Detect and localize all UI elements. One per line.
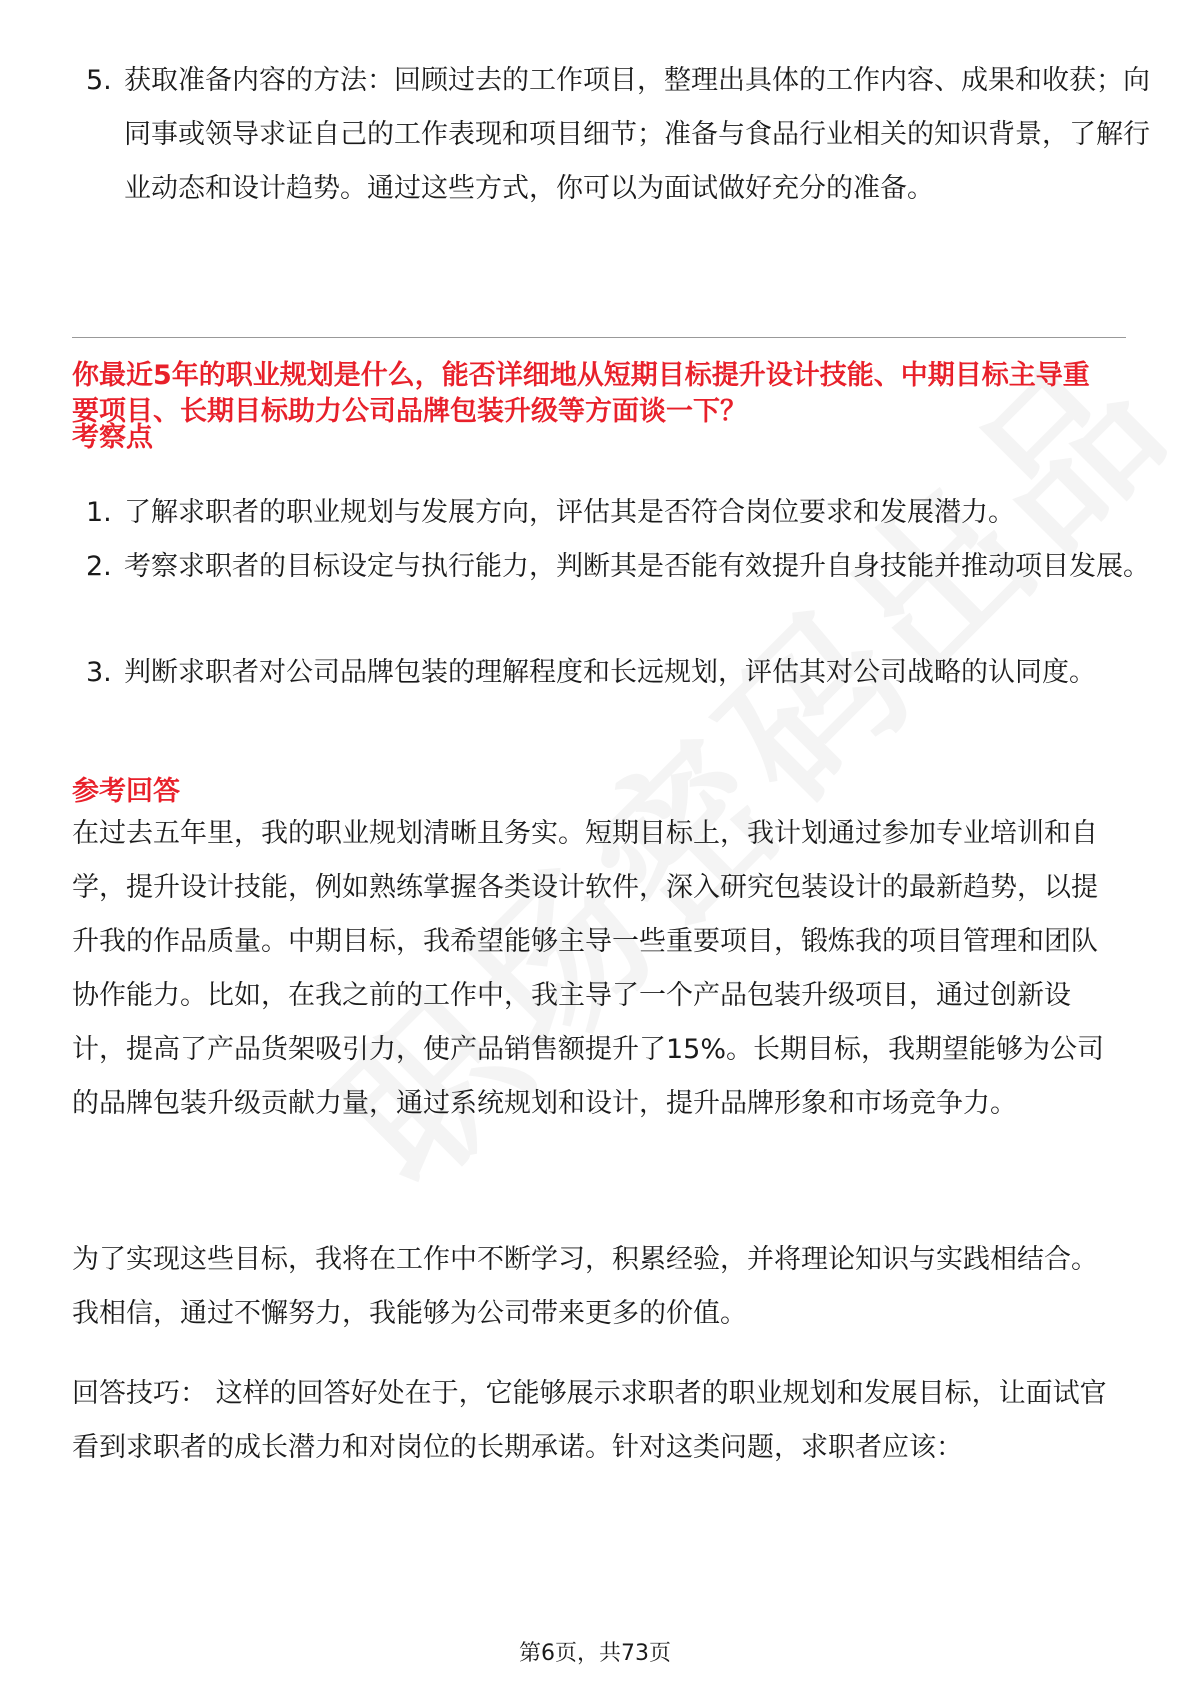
list-number: 2.: [86, 551, 112, 582]
divider: [72, 337, 1126, 338]
answer-paragraph: 为了实现这些目标，我将在工作中不断学习，积累经验，并将理论知识与实践相结合。我相信，通过不懈努力，我能够为公司带来更多的价值。: [72, 1244, 1098, 1329]
list-item: [72, 646, 1164, 700]
list-item: [72, 486, 1164, 540]
page-footer: 第6页，共73页: [519, 1641, 671, 1666]
list-item-text: 获取准备内容的方法：回顾过去的工作项目，整理出具体的工作内容、成果和收获；向同事或领导求证自己的工作表现和项目细节；准备与食品行业相关的知识背景，了解行业动态和设计趋势。通过这些方式，你可以为面试做好充分的准备。: [124, 65, 1150, 204]
list-number: 1.: [86, 497, 112, 528]
answer-tips-paragraph: 回答技巧： 这样的回答好处在于，它能够展示求职者的职业规划和发展目标，让面试官看到求职者的成长潜力和对岗位的长期承诺。针对这类问题，求职者应该：: [72, 1378, 1107, 1463]
list-item: [72, 54, 1164, 216]
section-title-answer: 参考回答: [72, 776, 180, 807]
answer-paragraph: 在过去五年里，我的职业规划清晰且务实。短期目标上，我计划通过参加专业培训和自学，提升设计技能，例如熟练掌握各类设计软件，深入研究包装设计的最新趋势，以提升我的作品质量。中期目标，我希望能够主导一些重要项目，锻炼我的项目管理和团队协作能力。比如，在我之前的工作中，我主导了一个产品包装升级项目，通过创新设计，提高了产品货架吸引力，使产品销售额提升了15%。长期目标，我期望能够为公司的品牌包装升级贡献力量，通过系统规划和设计，提升品牌形象和市场竞争力。: [72, 818, 1105, 1119]
list-item-text: 考察求职者的目标设定与执行能力，判断其是否能有效提升自身技能并推动项目发展。: [124, 551, 1150, 582]
list-item-text: 了解求职者的职业规划与发展方向，评估其是否符合岗位要求和发展潜力。: [124, 497, 1015, 528]
section-title-examine: 考察点: [72, 422, 153, 453]
list-number: 5.: [86, 65, 112, 96]
list-item-text: 判断求职者对公司品牌包装的理解程度和长远规划，评估其对公司战略的认同度。: [124, 657, 1096, 688]
list-item: [72, 540, 1164, 594]
question-heading: 你最近5年的职业规划是什么，能否详细地从短期目标提升设计技能、中期目标主导重要项目、长期目标助力公司品牌包装升级等方面谈一下？: [72, 360, 1090, 427]
list-number: 3.: [86, 657, 112, 688]
